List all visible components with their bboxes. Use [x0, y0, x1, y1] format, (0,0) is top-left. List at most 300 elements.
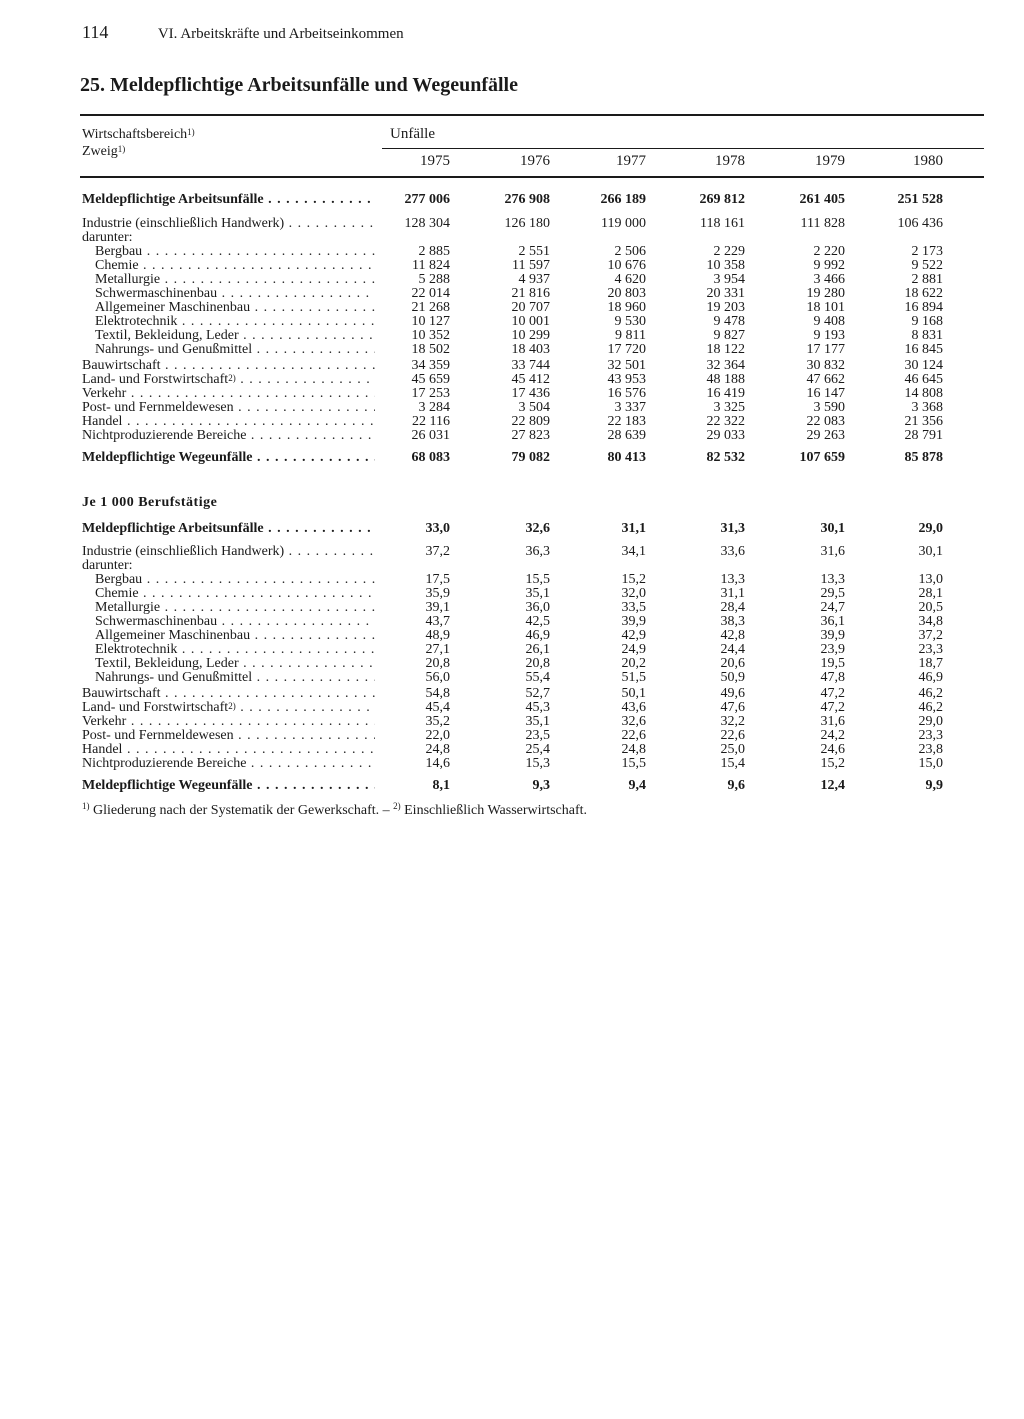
row-label-text: Handel	[82, 743, 123, 757]
row-label	[82, 415, 375, 429]
table-row	[0, 701, 1024, 715]
row-label-text: Meldepflichtige Arbeitsunfälle	[82, 522, 264, 536]
table-cell: 51,5	[621, 670, 646, 685]
row-label-text: Verkehr	[82, 387, 127, 401]
table-row	[0, 373, 1024, 387]
row-label	[95, 629, 375, 643]
footnote-1-text: Gliederung nach der Systematik der Gewerkschaft. –	[89, 803, 394, 818]
table-cell: 26,1	[525, 642, 550, 657]
column-group-header: Unfälle	[390, 126, 435, 142]
table-row	[0, 545, 1024, 559]
footnote-marker: 2)	[228, 373, 236, 383]
table-row	[0, 743, 1024, 757]
row-label-text: Textil, Bekleidung, Leder	[95, 657, 239, 671]
table-cell: 13,3	[820, 572, 845, 587]
table-cell: 29 263	[806, 428, 845, 443]
table-cell: 15,0	[918, 756, 943, 771]
table-row	[0, 415, 1024, 429]
table-cell: 80 413	[607, 450, 646, 465]
row-label	[82, 701, 375, 715]
row-label	[82, 373, 375, 387]
table-cell: 20,8	[525, 656, 550, 671]
table-cell: 43,7	[425, 614, 450, 629]
table-row	[0, 259, 1024, 273]
table-cell: 32 364	[706, 358, 745, 373]
table-cell: 28,1	[918, 586, 943, 601]
table-cell: 45 659	[411, 372, 450, 387]
row-label-text: Handel	[82, 415, 123, 429]
table-cell: 3 590	[813, 400, 845, 415]
table-cell: 29 033	[706, 428, 745, 443]
table-cell: 13,0	[918, 572, 943, 587]
stub-head-line2-sup: 1)	[117, 144, 126, 154]
table-cell: 22 116	[412, 414, 450, 429]
table-cell: 47 662	[806, 372, 845, 387]
table-cell: 11 597	[512, 258, 550, 273]
table-row	[0, 715, 1024, 729]
table-cell: 46 645	[904, 372, 943, 387]
table-cell: 11 824	[412, 258, 450, 273]
table-cell: 42,9	[621, 628, 646, 643]
table-cell: 35,2	[425, 714, 450, 729]
row-label	[82, 387, 375, 401]
table-row	[0, 359, 1024, 373]
table-cell: 8 831	[911, 328, 943, 343]
table-cell: 9 408	[813, 314, 845, 329]
table-cell: 23,3	[918, 642, 943, 657]
table-cell: 269 812	[699, 192, 745, 207]
footnote-2-marker: 2)	[393, 801, 401, 811]
table-cell: 21 816	[511, 286, 550, 301]
row-label-text: Allgemeiner Maschinenbau	[95, 301, 251, 315]
table-cell: 45,3	[525, 700, 550, 715]
row-label-text: Nichtproduzierende Bereiche	[82, 429, 247, 443]
row-label-text: Nichtproduzierende Bereiche	[82, 757, 247, 771]
table-cell: 47,2	[820, 700, 845, 715]
row-label-text: Land- und Forstwirtschaft	[82, 373, 229, 387]
table-cell: 22,0	[425, 728, 450, 743]
table-row	[0, 779, 1024, 793]
row-label-text: Chemie	[95, 587, 139, 601]
table-cell: 9 193	[813, 328, 845, 343]
row-label	[95, 245, 375, 259]
table-cell: 24,6	[820, 742, 845, 757]
table-cell: 19,5	[820, 656, 845, 671]
table-cell: 29,0	[918, 714, 943, 729]
table-cell: 17 177	[806, 342, 845, 357]
table-cell: 43,6	[621, 700, 646, 715]
table-row	[0, 401, 1024, 415]
table-cell: 28 639	[607, 428, 646, 443]
table-cell: 12,4	[820, 778, 845, 793]
row-label-text: darunter:	[82, 559, 133, 573]
table-cell: 27 823	[511, 428, 550, 443]
table-cell: 2 885	[418, 244, 450, 259]
table-row	[0, 671, 1024, 685]
table-cell: 4 937	[518, 272, 550, 287]
table-cell: 2 173	[911, 244, 943, 259]
table-cell: 20 707	[511, 300, 550, 315]
table-cell: 2 229	[713, 244, 745, 259]
table-cell: 31,3	[720, 521, 745, 536]
row-label-text: Meldepflichtige Wegeunfälle	[82, 779, 253, 793]
row-label	[95, 343, 375, 357]
row-label	[95, 643, 375, 657]
table-cell: 79 082	[511, 450, 550, 465]
table-cell: 30,1	[918, 544, 943, 559]
table-cell: 3 337	[614, 400, 646, 415]
row-label	[82, 217, 375, 231]
table-cell: 36,1	[820, 614, 845, 629]
table-cell: 8,1	[432, 778, 450, 793]
year-header: 1975	[420, 153, 450, 169]
page-header	[82, 22, 404, 43]
table-cell: 39,9	[820, 628, 845, 643]
row-label	[95, 301, 375, 315]
table-cell: 30,1	[820, 521, 845, 536]
table-row	[0, 573, 1024, 587]
table-cell: 14,6	[425, 756, 450, 771]
table-row	[0, 587, 1024, 601]
row-label-text: Bergbau	[95, 573, 143, 587]
row-label-text: Verkehr	[82, 715, 127, 729]
row-label-text: Land- und Forstwirtschaft	[82, 701, 229, 715]
table-cell: 37,2	[425, 544, 450, 559]
table-cell: 31,6	[820, 544, 845, 559]
table-cell: 47,8	[820, 670, 845, 685]
row-label	[82, 401, 375, 415]
table-cell: 19 203	[706, 300, 745, 315]
table-cell: 47,2	[820, 686, 845, 701]
row-label	[82, 779, 375, 793]
table-cell: 28 791	[904, 428, 943, 443]
table-cell: 55,4	[525, 670, 550, 685]
row-label-text: Schwermaschinenbau	[95, 287, 218, 301]
row-label	[95, 601, 375, 615]
table-cell: 15,2	[621, 572, 646, 587]
table-cell: 9 530	[614, 314, 646, 329]
table-cell: 9 478	[713, 314, 745, 329]
row-label	[95, 587, 375, 601]
table-cell: 46,2	[918, 686, 943, 701]
table-cell: 42,5	[525, 614, 550, 629]
table-cell: 3 284	[418, 400, 450, 415]
table-row	[0, 643, 1024, 657]
row-label	[95, 315, 375, 329]
row-label	[82, 429, 375, 443]
table-cell: 46,9	[918, 670, 943, 685]
stub-head-line1-sup: 1)	[187, 127, 195, 137]
table-cell: 3 368	[911, 400, 943, 415]
section-heading-per-1000: Je 1 000 Berufstätige	[82, 495, 218, 510]
table-cell: 39,1	[425, 600, 450, 615]
table-cell: 34 359	[411, 358, 450, 373]
table-cell: 20,6	[720, 656, 745, 671]
table-cell: 107 659	[799, 450, 845, 465]
table-cell: 16 845	[904, 342, 943, 357]
table-row	[0, 343, 1024, 357]
table-cell: 10 127	[411, 314, 450, 329]
table-cell: 37,2	[918, 628, 943, 643]
table-cell: 17 253	[411, 386, 450, 401]
table-cell: 54,8	[425, 686, 450, 701]
table-cell: 22 014	[411, 286, 450, 301]
table-cell: 16 894	[904, 300, 943, 315]
table-row	[0, 559, 1024, 573]
row-label	[95, 259, 375, 273]
table-cell: 21 356	[904, 414, 943, 429]
table-cell: 16 419	[706, 386, 745, 401]
table-cell: 43 953	[607, 372, 646, 387]
table-cell: 29,5	[820, 586, 845, 601]
row-label-text: Industrie (einschließlich Handwerk)	[82, 545, 285, 559]
top-rule	[80, 114, 984, 116]
table-cell: 24,2	[820, 728, 845, 743]
table-row	[0, 429, 1024, 443]
table-row	[0, 729, 1024, 743]
table-cell: 22,6	[621, 728, 646, 743]
row-label-text: Meldepflichtige Wegeunfälle	[82, 451, 253, 465]
table-row	[0, 522, 1024, 536]
row-label	[82, 451, 375, 465]
table-cell: 3 325	[713, 400, 745, 415]
table-cell: 52,7	[525, 686, 550, 701]
table-cell: 28,4	[720, 600, 745, 615]
table-cell: 2 881	[911, 272, 943, 287]
row-label	[95, 573, 375, 587]
table-cell: 45 412	[511, 372, 550, 387]
table-cell: 22 322	[706, 414, 745, 429]
year-header: 1978	[715, 153, 745, 169]
table-cell: 33 744	[511, 358, 550, 373]
row-label	[82, 193, 375, 207]
table-cell: 24,4	[720, 642, 745, 657]
table-cell: 5 288	[418, 272, 450, 287]
row-label	[95, 329, 375, 343]
table-cell: 9 168	[911, 314, 943, 329]
table-cell: 39,9	[621, 614, 646, 629]
table-row	[0, 615, 1024, 629]
table-cell: 18 122	[706, 342, 745, 357]
table-row	[0, 193, 1024, 207]
table-cell: 3 466	[813, 272, 845, 287]
year-header: 1980	[913, 153, 943, 169]
table-cell: 111 828	[800, 216, 845, 231]
row-label	[82, 522, 375, 536]
table-cell: 128 304	[404, 216, 450, 231]
table-cell: 34,8	[918, 614, 943, 629]
table-cell: 16 147	[806, 386, 845, 401]
table-cell: 24,9	[621, 642, 646, 657]
footnote-marker: 2)	[228, 701, 236, 711]
row-label	[95, 273, 375, 287]
table-cell: 18 502	[411, 342, 450, 357]
table-cell: 277 006	[404, 192, 450, 207]
table-cell: 18 622	[904, 286, 943, 301]
table-cell: 21 268	[411, 300, 450, 315]
row-label-text: Textil, Bekleidung, Leder	[95, 329, 239, 343]
header-bottom-rule	[80, 176, 984, 178]
row-label	[82, 687, 375, 701]
table-row	[0, 657, 1024, 671]
table-cell: 50,9	[720, 670, 745, 685]
table-cell: 42,8	[720, 628, 745, 643]
year-header: 1977	[616, 153, 646, 169]
table-cell: 9,3	[532, 778, 550, 793]
table-cell: 25,4	[525, 742, 550, 757]
table-cell: 20 331	[706, 286, 745, 301]
table-cell: 23,9	[820, 642, 845, 657]
table-cell: 30 832	[806, 358, 845, 373]
row-label-text: Bergbau	[95, 245, 143, 259]
table-cell: 10 358	[706, 258, 745, 273]
table-cell: 18 101	[806, 300, 845, 315]
table-row	[0, 757, 1024, 771]
table-cell: 20,2	[621, 656, 646, 671]
row-label	[95, 287, 375, 301]
row-label	[95, 657, 375, 671]
table-cell: 9,6	[727, 778, 745, 793]
table-cell: 15,3	[525, 756, 550, 771]
table-cell: 50,1	[621, 686, 646, 701]
table-cell: 38,3	[720, 614, 745, 629]
table-cell: 106 436	[897, 216, 943, 231]
row-label-text: Elektrotechnik	[95, 315, 178, 329]
table-cell: 32,2	[720, 714, 745, 729]
row-label	[95, 615, 375, 629]
stub-head-line2: Zweig	[82, 144, 118, 159]
table-cell: 24,8	[425, 742, 450, 757]
row-label-text: Post- und Fernmeldewesen	[82, 729, 234, 743]
table-cell: 25,0	[720, 742, 745, 757]
row-label-text: Allgemeiner Maschinenbau	[95, 629, 251, 643]
table-cell: 49,6	[720, 686, 745, 701]
row-label-text: Metallurgie	[95, 601, 161, 615]
table-row	[0, 287, 1024, 301]
table-row	[0, 601, 1024, 615]
row-label	[82, 715, 375, 729]
table-cell: 9 522	[911, 258, 943, 273]
table-cell: 31,1	[621, 521, 646, 536]
row-label	[82, 231, 375, 245]
table-cell: 261 405	[799, 192, 845, 207]
row-label	[82, 359, 375, 373]
table-cell: 9,9	[925, 778, 943, 793]
table-cell: 9,4	[628, 778, 646, 793]
table-cell: 47,6	[720, 700, 745, 715]
table-cell: 16 576	[607, 386, 646, 401]
row-label	[82, 729, 375, 743]
table-cell: 22,6	[720, 728, 745, 743]
table-cell: 82 532	[706, 450, 745, 465]
table-cell: 35,1	[525, 586, 550, 601]
table-row	[0, 451, 1024, 465]
table-cell: 27,1	[425, 642, 450, 657]
year-header: 1976	[520, 153, 550, 169]
table-cell: 33,6	[720, 544, 745, 559]
table-cell: 17,5	[425, 572, 450, 587]
table-row	[0, 217, 1024, 231]
table-cell: 2 506	[614, 244, 646, 259]
chapter-title: VI. Arbeitskräfte und Arbeitseinkommen	[157, 26, 404, 42]
table-cell: 10 352	[411, 328, 450, 343]
row-label-text: Metallurgie	[95, 273, 161, 287]
table-cell: 33,5	[621, 600, 646, 615]
table-row	[0, 629, 1024, 643]
table-cell: 15,5	[525, 572, 550, 587]
table-cell: 46,2	[918, 700, 943, 715]
table-cell: 15,5	[621, 756, 646, 771]
table-cell: 4 620	[614, 272, 646, 287]
table-cell: 32,6	[621, 714, 646, 729]
row-label-text: Nahrungs- und Genußmittel	[95, 671, 253, 685]
table-cell: 48,9	[425, 628, 450, 643]
table-cell: 36,0	[525, 600, 550, 615]
table-cell: 17 720	[607, 342, 646, 357]
table-row	[0, 273, 1024, 287]
table-title: 25. Meldepflichtige Arbeitsunfälle und Wegeunfälle	[80, 74, 518, 96]
table-cell: 17 436	[511, 386, 550, 401]
table-cell: 32,6	[525, 521, 550, 536]
table-cell: 3 504	[518, 400, 550, 415]
table-cell: 26 031	[411, 428, 450, 443]
table-cell: 22 809	[511, 414, 550, 429]
table-cell: 32 501	[607, 358, 646, 373]
table-cell: 48 188	[706, 372, 745, 387]
table-cell: 20,8	[425, 656, 450, 671]
footnote-1-marker: 1)	[82, 801, 90, 811]
table-cell: 46,9	[525, 628, 550, 643]
row-label	[95, 671, 375, 685]
table-cell: 2 220	[813, 244, 845, 259]
table-cell: 126 180	[504, 216, 550, 231]
table-cell: 24,7	[820, 600, 845, 615]
table-row	[0, 687, 1024, 701]
table-cell: 10 676	[607, 258, 646, 273]
table-cell: 23,3	[918, 728, 943, 743]
table-cell: 276 908	[504, 192, 550, 207]
table-row	[0, 315, 1024, 329]
table-cell: 35,1	[525, 714, 550, 729]
table-cell: 22 083	[806, 414, 845, 429]
table-cell: 56,0	[425, 670, 450, 685]
table-cell: 24,8	[621, 742, 646, 757]
row-label-text: Post- und Fernmeldewesen	[82, 401, 234, 415]
table-cell: 14 808	[904, 386, 943, 401]
table-cell: 13,3	[720, 572, 745, 587]
table-cell: 23,8	[918, 742, 943, 757]
row-header-caption	[82, 126, 195, 160]
table-cell: 23,5	[525, 728, 550, 743]
table-row	[0, 329, 1024, 343]
row-label-text: Schwermaschinenbau	[95, 615, 218, 629]
table-cell: 32,0	[621, 586, 646, 601]
table-cell: 9 992	[813, 258, 845, 273]
row-label-text: Nahrungs- und Genußmittel	[95, 343, 253, 357]
row-label-text: Bauwirtschaft	[82, 359, 161, 373]
row-label	[82, 757, 375, 771]
table-cell: 18 960	[607, 300, 646, 315]
table-row	[0, 301, 1024, 315]
row-label-text: darunter:	[82, 231, 133, 245]
year-header: 1979	[815, 153, 845, 169]
table-cell: 251 528	[897, 192, 943, 207]
table-cell: 18 403	[511, 342, 550, 357]
footnote-2-text: Einschließlich Wasserwirtschaft.	[400, 803, 588, 818]
table-cell: 36,3	[525, 544, 550, 559]
table-row	[0, 245, 1024, 259]
table-cell: 34,1	[621, 544, 646, 559]
